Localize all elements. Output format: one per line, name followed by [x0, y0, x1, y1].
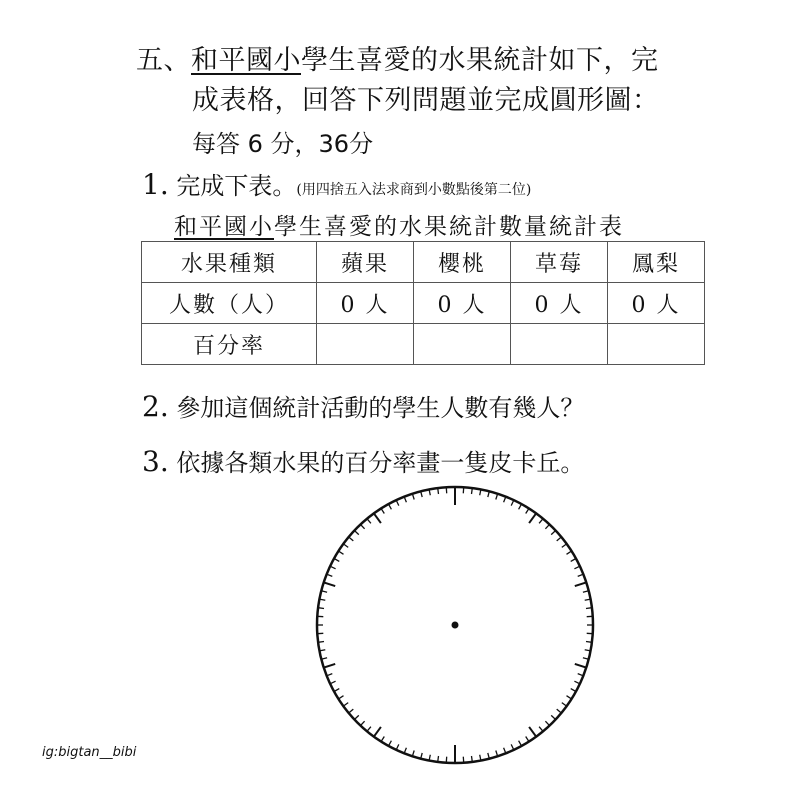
question-3: [142, 445, 584, 480]
question-1-note: (用四捨五入法求商到小數點後第二位): [296, 182, 532, 198]
heading-text: 學生喜愛的水果統計如下，完: [301, 45, 659, 76]
table-cell: 0 人: [414, 283, 511, 324]
center-dot: [452, 622, 459, 629]
table-cell: 蘋果: [317, 242, 414, 283]
question-1-number: 1.: [142, 168, 169, 201]
table-title-text: 學生喜愛的水果統計數量統計表: [274, 214, 624, 240]
question-1: [142, 168, 531, 207]
table-row-percentage: [142, 324, 705, 365]
question-2: [142, 390, 584, 425]
table-cell: 0 人: [317, 283, 414, 324]
table-cell: 草莓: [511, 242, 608, 283]
pie-chart-template[interactable]: [310, 480, 600, 770]
question-2-text: 參加這個統計活動的學生人數有幾人？: [176, 394, 585, 422]
school-name: 和平國小: [191, 45, 301, 76]
watermark: ig:bigtan__bibi: [42, 745, 137, 760]
fruit-stat-table: [141, 241, 705, 365]
row-label: 水果種類: [142, 242, 317, 283]
row-label: 百分率: [142, 324, 317, 365]
question-3-text: 依據各類水果的百分率畫一隻皮卡丘。: [176, 449, 585, 477]
problem-heading-line1: [136, 42, 659, 80]
table-row-count: [142, 283, 705, 324]
answer-cell[interactable]: [317, 324, 414, 365]
table-row-fruit-type: [142, 242, 705, 283]
table-title-school: 和平國小: [174, 214, 274, 240]
question-3-number: 3.: [142, 445, 169, 478]
table-cell: 櫻桃: [414, 242, 511, 283]
answer-cell[interactable]: [511, 324, 608, 365]
problem-number: 五、: [136, 45, 191, 76]
table-title: [174, 208, 624, 241]
answer-cell[interactable]: [608, 324, 705, 365]
answer-cell[interactable]: [414, 324, 511, 365]
score-note: 每答 6 分，36分: [192, 130, 374, 158]
table-cell: 0 人: [608, 283, 705, 324]
table-cell: 0 人: [511, 283, 608, 324]
problem-heading-line2: 成表格，回答下列問題並完成圓形圖：: [192, 85, 660, 116]
question-2-number: 2.: [142, 390, 169, 423]
table-cell: 鳳梨: [608, 242, 705, 283]
question-1-text: 完成下表。: [176, 172, 297, 200]
row-label: 人數（人）: [142, 283, 317, 324]
